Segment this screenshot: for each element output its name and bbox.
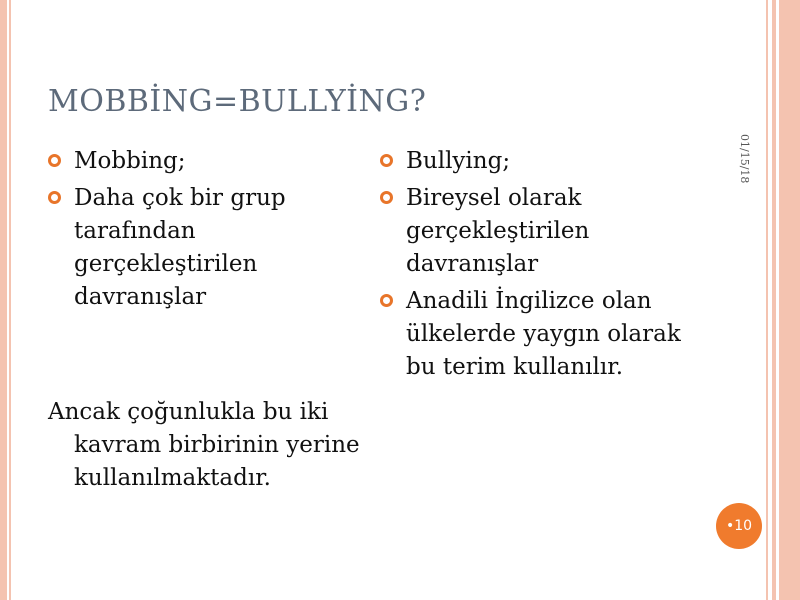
slide-date: 01/15/18 — [738, 134, 751, 184]
right-border-stripe-3 — [779, 0, 800, 600]
right-border-stripe-1 — [766, 0, 768, 600]
page-number: •10 — [725, 518, 753, 534]
list-item-text: Daha çok bir grup tarafından gerçekleştirilen davranışlar — [74, 185, 286, 310]
list-item — [48, 145, 348, 178]
list-item — [380, 145, 690, 178]
list-item-text: Mobbing; — [74, 148, 186, 174]
slide-title: MOBBİNG=BULLYİNG? — [48, 84, 427, 119]
list-item-text: Bireysel olarak gerçekleştirilen davranışlar — [406, 185, 590, 277]
list-item — [380, 182, 690, 281]
list-item-text: Bullying; — [406, 148, 511, 174]
left-border-stripe — [0, 0, 7, 600]
left-note-text: Ancak çoğunlukla bu iki kavram birbirinin yerine kullanılmaktadır. — [48, 399, 360, 491]
circle-bullet-icon — [380, 191, 393, 204]
left-border-thin-stripe — [9, 0, 11, 600]
circle-bullet-icon — [48, 154, 61, 167]
list-item — [48, 182, 348, 314]
left-bullet-list — [48, 145, 348, 314]
list-item-text: Anadili İngilizce olan ülkelerde yaygın olarak bu terim kullanılır. — [406, 288, 681, 380]
circle-bullet-icon — [380, 294, 393, 307]
page-number-badge — [716, 503, 762, 549]
list-item — [380, 285, 690, 384]
right-bullet-list — [380, 145, 690, 384]
circle-bullet-icon — [48, 191, 61, 204]
circle-bullet-icon — [380, 154, 393, 167]
right-border-stripe-2 — [772, 0, 776, 600]
